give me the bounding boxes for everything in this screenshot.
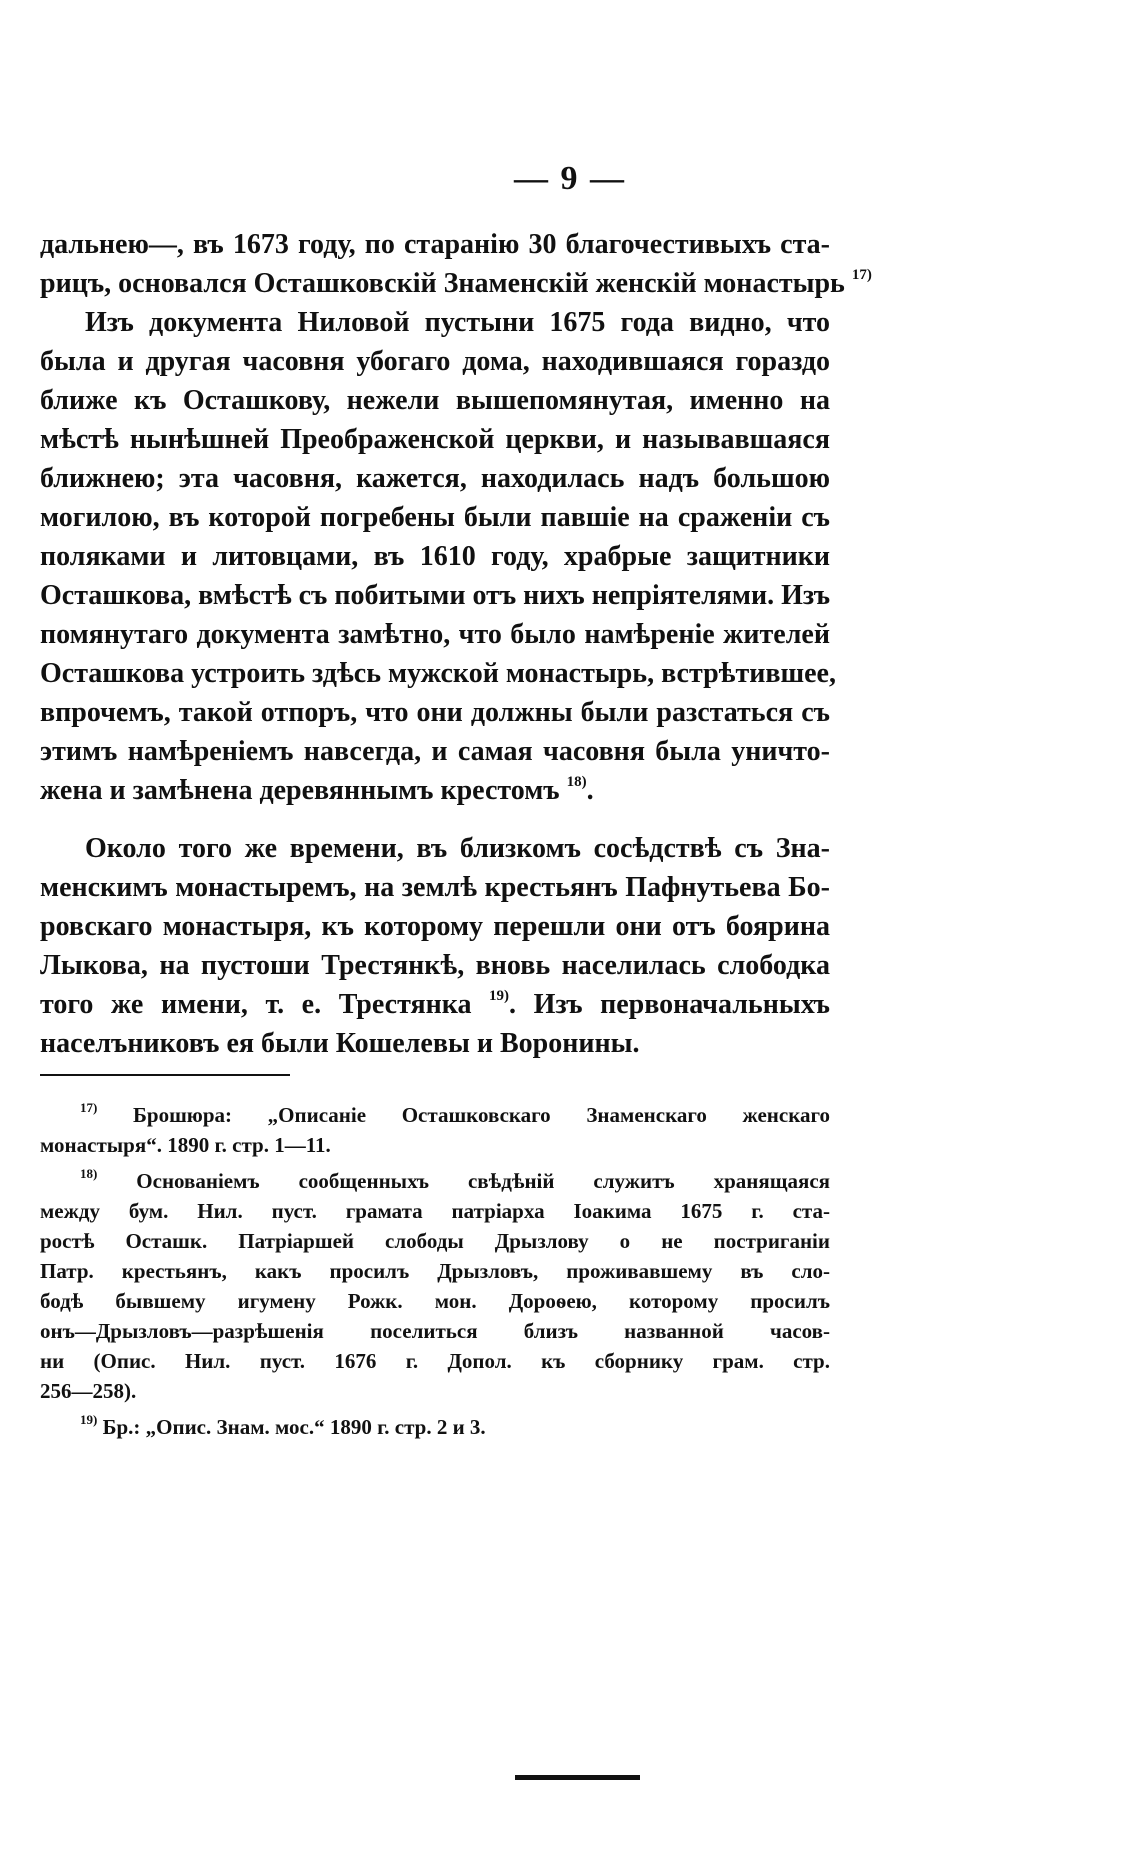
text-line: Около того же времени, въ близкомъ сосѣдствѣ съ Зна- (85, 833, 830, 864)
footnote-line: онъ—Дрызловъ—разрѣшенія поселиться близъ названной часов- (40, 1319, 830, 1343)
text-line: впрочемъ, такой отпоръ, что они должны были разстаться съ (40, 697, 830, 728)
footnote-17 (40, 1100, 830, 1160)
paragraph-2 (40, 303, 836, 810)
text-line: жена и замѣнена деревяннымъ крестомъ $^{18)}$. (40, 774, 594, 806)
footnote-line: Патр. крестьянъ, какъ просилъ Дрызловъ, проживавшему въ сло- (40, 1259, 830, 1283)
text-line: этимъ намѣреніемъ навсегда, и самая часовня была уничто- (40, 736, 830, 767)
text-line: Лыкова, на пустоши Трестянкѣ, вновь населилась слободка (40, 950, 830, 981)
footnote-ref-18: 18) (566, 774, 587, 790)
footnote-marker: 18) (80, 1166, 98, 1181)
footnote-marker: 19) (80, 1412, 98, 1427)
text-line: дальнею—, въ 1673 году, по старанію 30 благочестивыхъ ста- (40, 229, 830, 260)
main-text (40, 225, 872, 1063)
paragraph-3 (40, 829, 830, 1063)
footnote-line: ни (Опис. Нил. пуст. 1676 г. Допол. къ сборнику грам. стр. (40, 1349, 830, 1373)
footnote-line: ростѣ Осташк. Патріаршей слободы Дрызлову о не постриганіи (40, 1229, 830, 1253)
text-line: Осташкова, вмѣстѣ съ побитыми отъ нихъ непріятелями. Изъ (40, 580, 831, 611)
footnote-marker: 17) (80, 1100, 98, 1115)
footnote-line: 256—258). (40, 1379, 137, 1403)
text-line: ровскаго монастыря, къ которому перешли они отъ боярина (40, 911, 830, 942)
text-line: мѣстѣ нынѣшней Преображенской церкви, и называвшаяся (40, 424, 830, 455)
text-line: менскимъ монастыремъ, на землѣ крестьянъ Пафнутьева Бо- (40, 872, 830, 903)
footnote-19 (40, 1412, 830, 1442)
footnote-18 (40, 1166, 830, 1406)
footnote-line: $^{19)}$ Бр.: „Опис. Знам. мос.“ 1890 г. стр. 2 и 3. (80, 1412, 486, 1439)
text-line: поляками и литовцами, въ 1610 году, храбрые защитники (40, 541, 830, 572)
text-line: была и другая часовня убогаго дома, находившаяся гораздо (40, 346, 830, 377)
footnote-ref-17: 17) (851, 267, 872, 283)
footnote-line: бодѣ бывшему игумену Рожк. мон. Дороѳею, которому просилъ (40, 1289, 830, 1313)
footnote-ref-19: 19) (489, 988, 510, 1004)
footnote-line: между бум. Нил. пуст. грамата патріарха Іоакима 1675 г. ста- (40, 1199, 830, 1223)
text-line: ближе къ Осташкову, нежели вышепомянутая, именно на (40, 385, 830, 416)
end-rule (515, 1775, 640, 1780)
footnote-line: монастыря“. 1890 г. стр. 1—11. (40, 1133, 331, 1157)
text-line: Изъ документа Ниловой пустыни 1675 года видно, что (85, 307, 830, 338)
footnote-separator (40, 1074, 290, 1076)
text-line: того же имени, т. е. Трестянка $^{19)}$. Изъ первоначальныхъ (40, 988, 830, 1020)
footnote-line: $^{18)}$ Основаніемъ сообщенныхъ свѣдѣній служитъ хранящаяся (80, 1166, 831, 1193)
footnotes (40, 1100, 830, 1442)
footnote-line: $^{17)}$ Брошюра: „Описаніе Осташковскаго Знаменскаго женскаго (80, 1100, 831, 1127)
text-line: населъниковъ ея были Кошелевы и Воронины. (40, 1028, 640, 1059)
text-line: ближнею; эта часовня, кажется, находилась надъ большою (40, 463, 830, 494)
text-line: рицъ, основался Осташковскій Знаменскій женскій монастырь $^{17)}$ (40, 267, 872, 299)
page-number: — 9 — (514, 160, 626, 197)
text-line: Осташкова устроить здѣсь мужской монастырь, встрѣтившее, (40, 658, 836, 689)
paragraph-1 (40, 225, 872, 303)
text-line: помянутаго документа замѣтно, что было намѣреніе жителей (40, 619, 830, 650)
text-line: могилою, въ которой погребены были павшіе на сраженіи съ (40, 502, 830, 533)
